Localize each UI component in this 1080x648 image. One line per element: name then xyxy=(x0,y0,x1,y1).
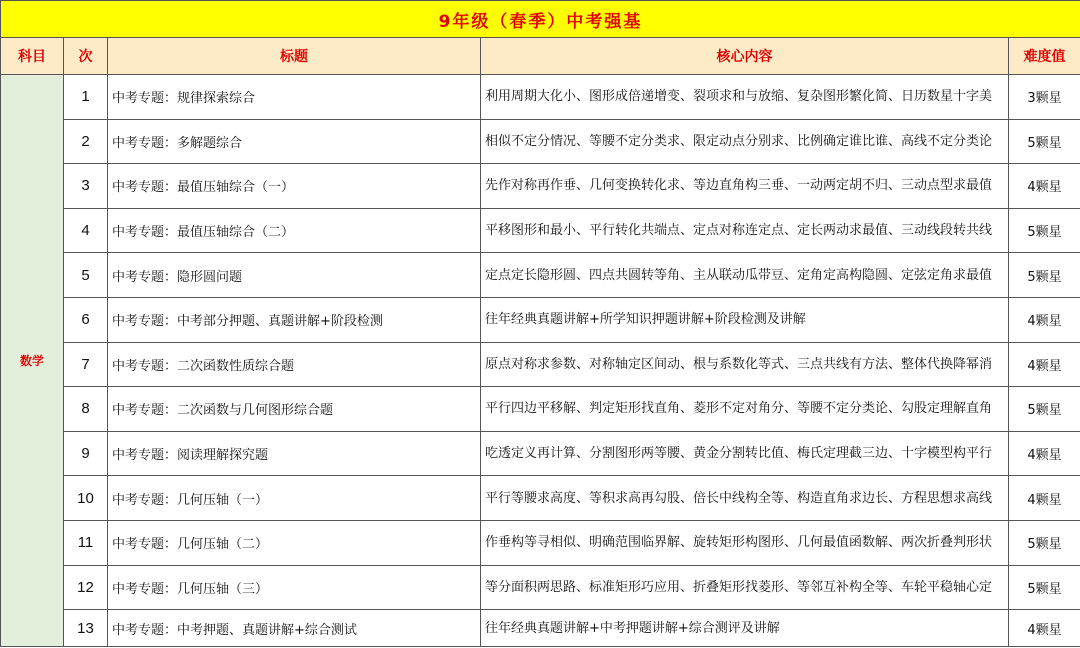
lesson-difficulty: 5颗星 xyxy=(1009,253,1080,298)
table-row xyxy=(1,387,1080,432)
lesson-content: 平行等腰求高度、等积求高再勾股、倍长中线构全等、构造直角求边长、方程思想求高线 xyxy=(481,476,1009,521)
lesson-number: 1 xyxy=(64,75,108,120)
lesson-number: 13 xyxy=(64,610,108,647)
lesson-number: 7 xyxy=(64,342,108,387)
lesson-number: 6 xyxy=(64,297,108,342)
table-row xyxy=(1,297,1080,342)
table-row xyxy=(1,208,1080,253)
header-title: 标题 xyxy=(108,38,481,75)
lesson-number: 12 xyxy=(64,565,108,610)
lesson-content: 先作对称再作垂、几何变换转化求、等边直角构三垂、一动两定胡不归、三动点型求最值 xyxy=(481,164,1009,209)
lesson-number: 2 xyxy=(64,119,108,164)
table-row xyxy=(1,476,1080,521)
header-row xyxy=(1,38,1080,75)
lesson-title: 中考专题：最值压轴综合（二） xyxy=(108,208,481,253)
table-row xyxy=(1,610,1080,647)
lesson-title: 中考专题：阅读理解探究题 xyxy=(108,431,481,476)
table-row xyxy=(1,253,1080,298)
lesson-title: 中考专题：中考部分押题、真题讲解+阶段检测 xyxy=(108,297,481,342)
lesson-difficulty: 4颗星 xyxy=(1009,476,1080,521)
lesson-title: 中考专题：几何压轴（一） xyxy=(108,476,481,521)
lesson-content: 平移图形和最小、平行转化共端点、定点对称连定点、定长两动求最值、三动线段转共线 xyxy=(481,208,1009,253)
lesson-content: 相似不定分情况、等腰不定分类求、限定动点分别求、比例确定谁比谁、高线不定分类论 xyxy=(481,119,1009,164)
lesson-title: 中考专题：几何压轴（二） xyxy=(108,520,481,565)
lesson-number: 11 xyxy=(64,520,108,565)
lesson-difficulty: 5颗星 xyxy=(1009,520,1080,565)
lesson-number: 9 xyxy=(64,431,108,476)
lesson-content: 往年经典真题讲解+所学知识押题讲解+阶段检测及讲解 xyxy=(481,297,1009,342)
lesson-content: 定点定长隐形圆、四点共圆转等角、主从联动瓜带豆、定角定高构隐圆、定弦定角求最值 xyxy=(481,253,1009,298)
header-content: 核心内容 xyxy=(481,38,1009,75)
lesson-difficulty: 4颗星 xyxy=(1009,297,1080,342)
lesson-content: 等分面积两思路、标准矩形巧应用、折叠矩形找菱形、等邻互补构全等、车轮平稳轴心定 xyxy=(481,565,1009,610)
table-row xyxy=(1,565,1080,610)
header-difficulty: 难度值 xyxy=(1009,38,1080,75)
lesson-title: 中考专题：二次函数性质综合题 xyxy=(108,342,481,387)
lesson-difficulty: 5颗星 xyxy=(1009,119,1080,164)
lesson-content: 利用周期大化小、图形成倍递增变、裂项求和与放缩、复杂图形繁化简、日历数星十字美 xyxy=(481,75,1009,120)
lesson-number: 10 xyxy=(64,476,108,521)
lesson-difficulty: 4颗星 xyxy=(1009,431,1080,476)
table-row xyxy=(1,75,1080,120)
table-row xyxy=(1,164,1080,209)
table-row xyxy=(1,431,1080,476)
lesson-content: 吃透定义再计算、分割图形两等腰、黄金分割转比值、梅氏定理截三边、十字模型构平行 xyxy=(481,431,1009,476)
lesson-content: 往年经典真题讲解+中考押题讲解+综合测评及讲解 xyxy=(481,610,1009,647)
lesson-title: 中考专题：规律探索综合 xyxy=(108,75,481,120)
table-title: 9年级（春季）中考强基 xyxy=(1,1,1080,38)
lesson-content: 平行四边平移解、判定矩形找直角、菱形不定对角分、等腰不定分类论、勾股定理解直角 xyxy=(481,387,1009,432)
header-num: 次 xyxy=(64,38,108,75)
lesson-title: 中考专题：中考押题、真题讲解+综合测试 xyxy=(108,610,481,647)
lesson-title: 中考专题：几何压轴（三） xyxy=(108,565,481,610)
lesson-number: 4 xyxy=(64,208,108,253)
header-subject: 科目 xyxy=(1,38,64,75)
lesson-difficulty: 5颗星 xyxy=(1009,387,1080,432)
subject-cell: 数学 xyxy=(1,75,64,647)
table-row xyxy=(1,342,1080,387)
lesson-title: 中考专题：最值压轴综合（一） xyxy=(108,164,481,209)
lesson-title: 中考专题：多解题综合 xyxy=(108,119,481,164)
lesson-number: 8 xyxy=(64,387,108,432)
lesson-difficulty: 5颗星 xyxy=(1009,208,1080,253)
lesson-number: 5 xyxy=(64,253,108,298)
lesson-number: 3 xyxy=(64,164,108,209)
lesson-difficulty: 3颗星 xyxy=(1009,75,1080,120)
lesson-content: 原点对称求参数、对称轴定区间动、根与系数化等式、三点共线有方法、整体代换降幂消 xyxy=(481,342,1009,387)
lesson-title: 中考专题：隐形圆问题 xyxy=(108,253,481,298)
lesson-content: 作垂构等寻相似、明确范围临界解、旋转矩形构图形、几何最值函数解、两次折叠判形状 xyxy=(481,520,1009,565)
lesson-difficulty: 4颗星 xyxy=(1009,610,1080,647)
lesson-difficulty: 5颗星 xyxy=(1009,565,1080,610)
table-row xyxy=(1,520,1080,565)
lesson-title: 中考专题：二次函数与几何图形综合题 xyxy=(108,387,481,432)
lesson-difficulty: 4颗星 xyxy=(1009,342,1080,387)
table-row xyxy=(1,119,1080,164)
lesson-difficulty: 4颗星 xyxy=(1009,164,1080,209)
title-row xyxy=(1,1,1080,38)
